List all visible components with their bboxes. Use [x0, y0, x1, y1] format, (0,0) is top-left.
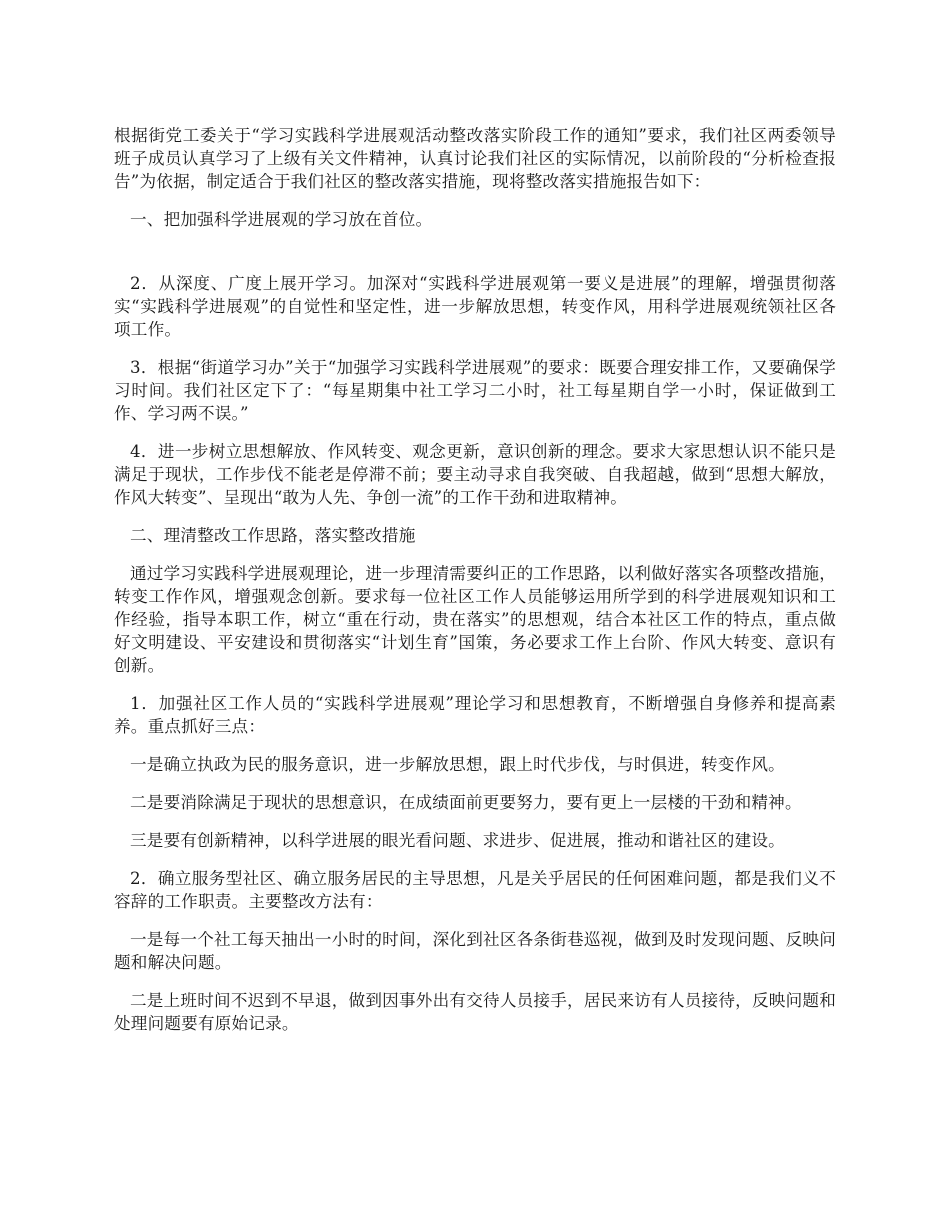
- paragraph-item-1: 1．加强社区工作人员的“实践科学进展观”理论学习和思想教育，不断增强自身修养和提高素养。重点抓好三点：: [114, 694, 836, 736]
- point-three-paragraph: 三是要有创新精神，以科学进展的眼光看问题、求进步、促进展，推动和谐社区的建设。: [130, 831, 785, 850]
- blank-gap: [114, 246, 836, 272]
- section-heading-2: 二、理清整改工作思路，落实整改措施: [130, 526, 416, 545]
- point-one-paragraph: 一是确立执政为民的服务意识，进一步解放思想，跟上时代步伐，与时俱进，转变作风。: [130, 755, 785, 774]
- method-two-paragraph: 二是上班时间不迟到不早退，做到因事外出有交待人员接手，居民来访有人员接待，反映问题和处理问题要有原始记录。: [114, 991, 836, 1033]
- document-body: [114, 124, 836, 1050]
- method-one-paragraph: 一是每一个社工每天抽出一小时的时间，深化到社区各条街巷巡视，做到及时发现问题、反映问题和解决问题。: [114, 930, 836, 972]
- paragraph-item-2: 2．从深度、广度上展开学习。加深对“实践科学进展观第一要义是进展”的理解，增强贯彻落实“实践科学进展观”的自觉性和坚定性，进一步解放思想，转变作风，用科学进展观统领社区各项工作。: [114, 274, 836, 339]
- point-two-paragraph: 二是要消除满足于现状的思想意识，在成绩面前更要努力，要有更上一层楼的干劲和精神。: [130, 793, 802, 812]
- paragraph-item-3: 3．根据“街道学习办”关于“加强学习实践科学进展观”的要求：既要合理安排工作，又要确保学习时间。我们社区定下了：“每星期集中社工学习二小时，社工每星期自学一小时，保证做到工作、学习两不误。”: [114, 358, 836, 423]
- intro-paragraph: 根据街党工委关于“学习实践科学进展观活动整改落实阶段工作的通知”要求，我们社区两委领导班子成员认真学习了上级有关文件精神，认真讨论我们社区的实际情况，以前阶段的“分析检查报告”为依据，制定适合于我们社区的整改落实措施，现将整改落实措施报告如下：: [114, 126, 836, 191]
- section-2-intro-paragraph: 通过学习实践科学进展观理论，进一步理清需要纠正的工作思路，以利做好落实各项整改措施，转变工作作风，增强观念创新。要求每一位社区工作人员能够运用所学到的科学进展观知识和工作经验，指导本职工作，树立“重在行动，贵在落实”的思想观，结合本社区工作的特点，重点做好文明建设、平安建设和贯彻落实“计划生育”国策，务必要求工作上台阶、作风大转变、意识有创新。: [114, 564, 836, 675]
- paragraph-item-4: 4．进一步树立思想解放、作风转变、观念更新，意识创新的理念。要求大家思想认识不能只是满足于现状，工作步伐不能老是停滞不前；要主动寻求自我突破、自我超越，做到“思想大解放，作风大转变”、呈现出“敢为人先、争创一流”的工作干劲和进取精神。: [114, 442, 836, 507]
- section-heading-1: 一、把加强科学进展观的学习放在首位。: [130, 210, 433, 229]
- paragraph-item-2b: 2．确立服务型社区、确立服务居民的主导思想，凡是关乎居民的任何困难问题，都是我们义不容辞的工作职责。主要整改方法有：: [114, 869, 836, 911]
